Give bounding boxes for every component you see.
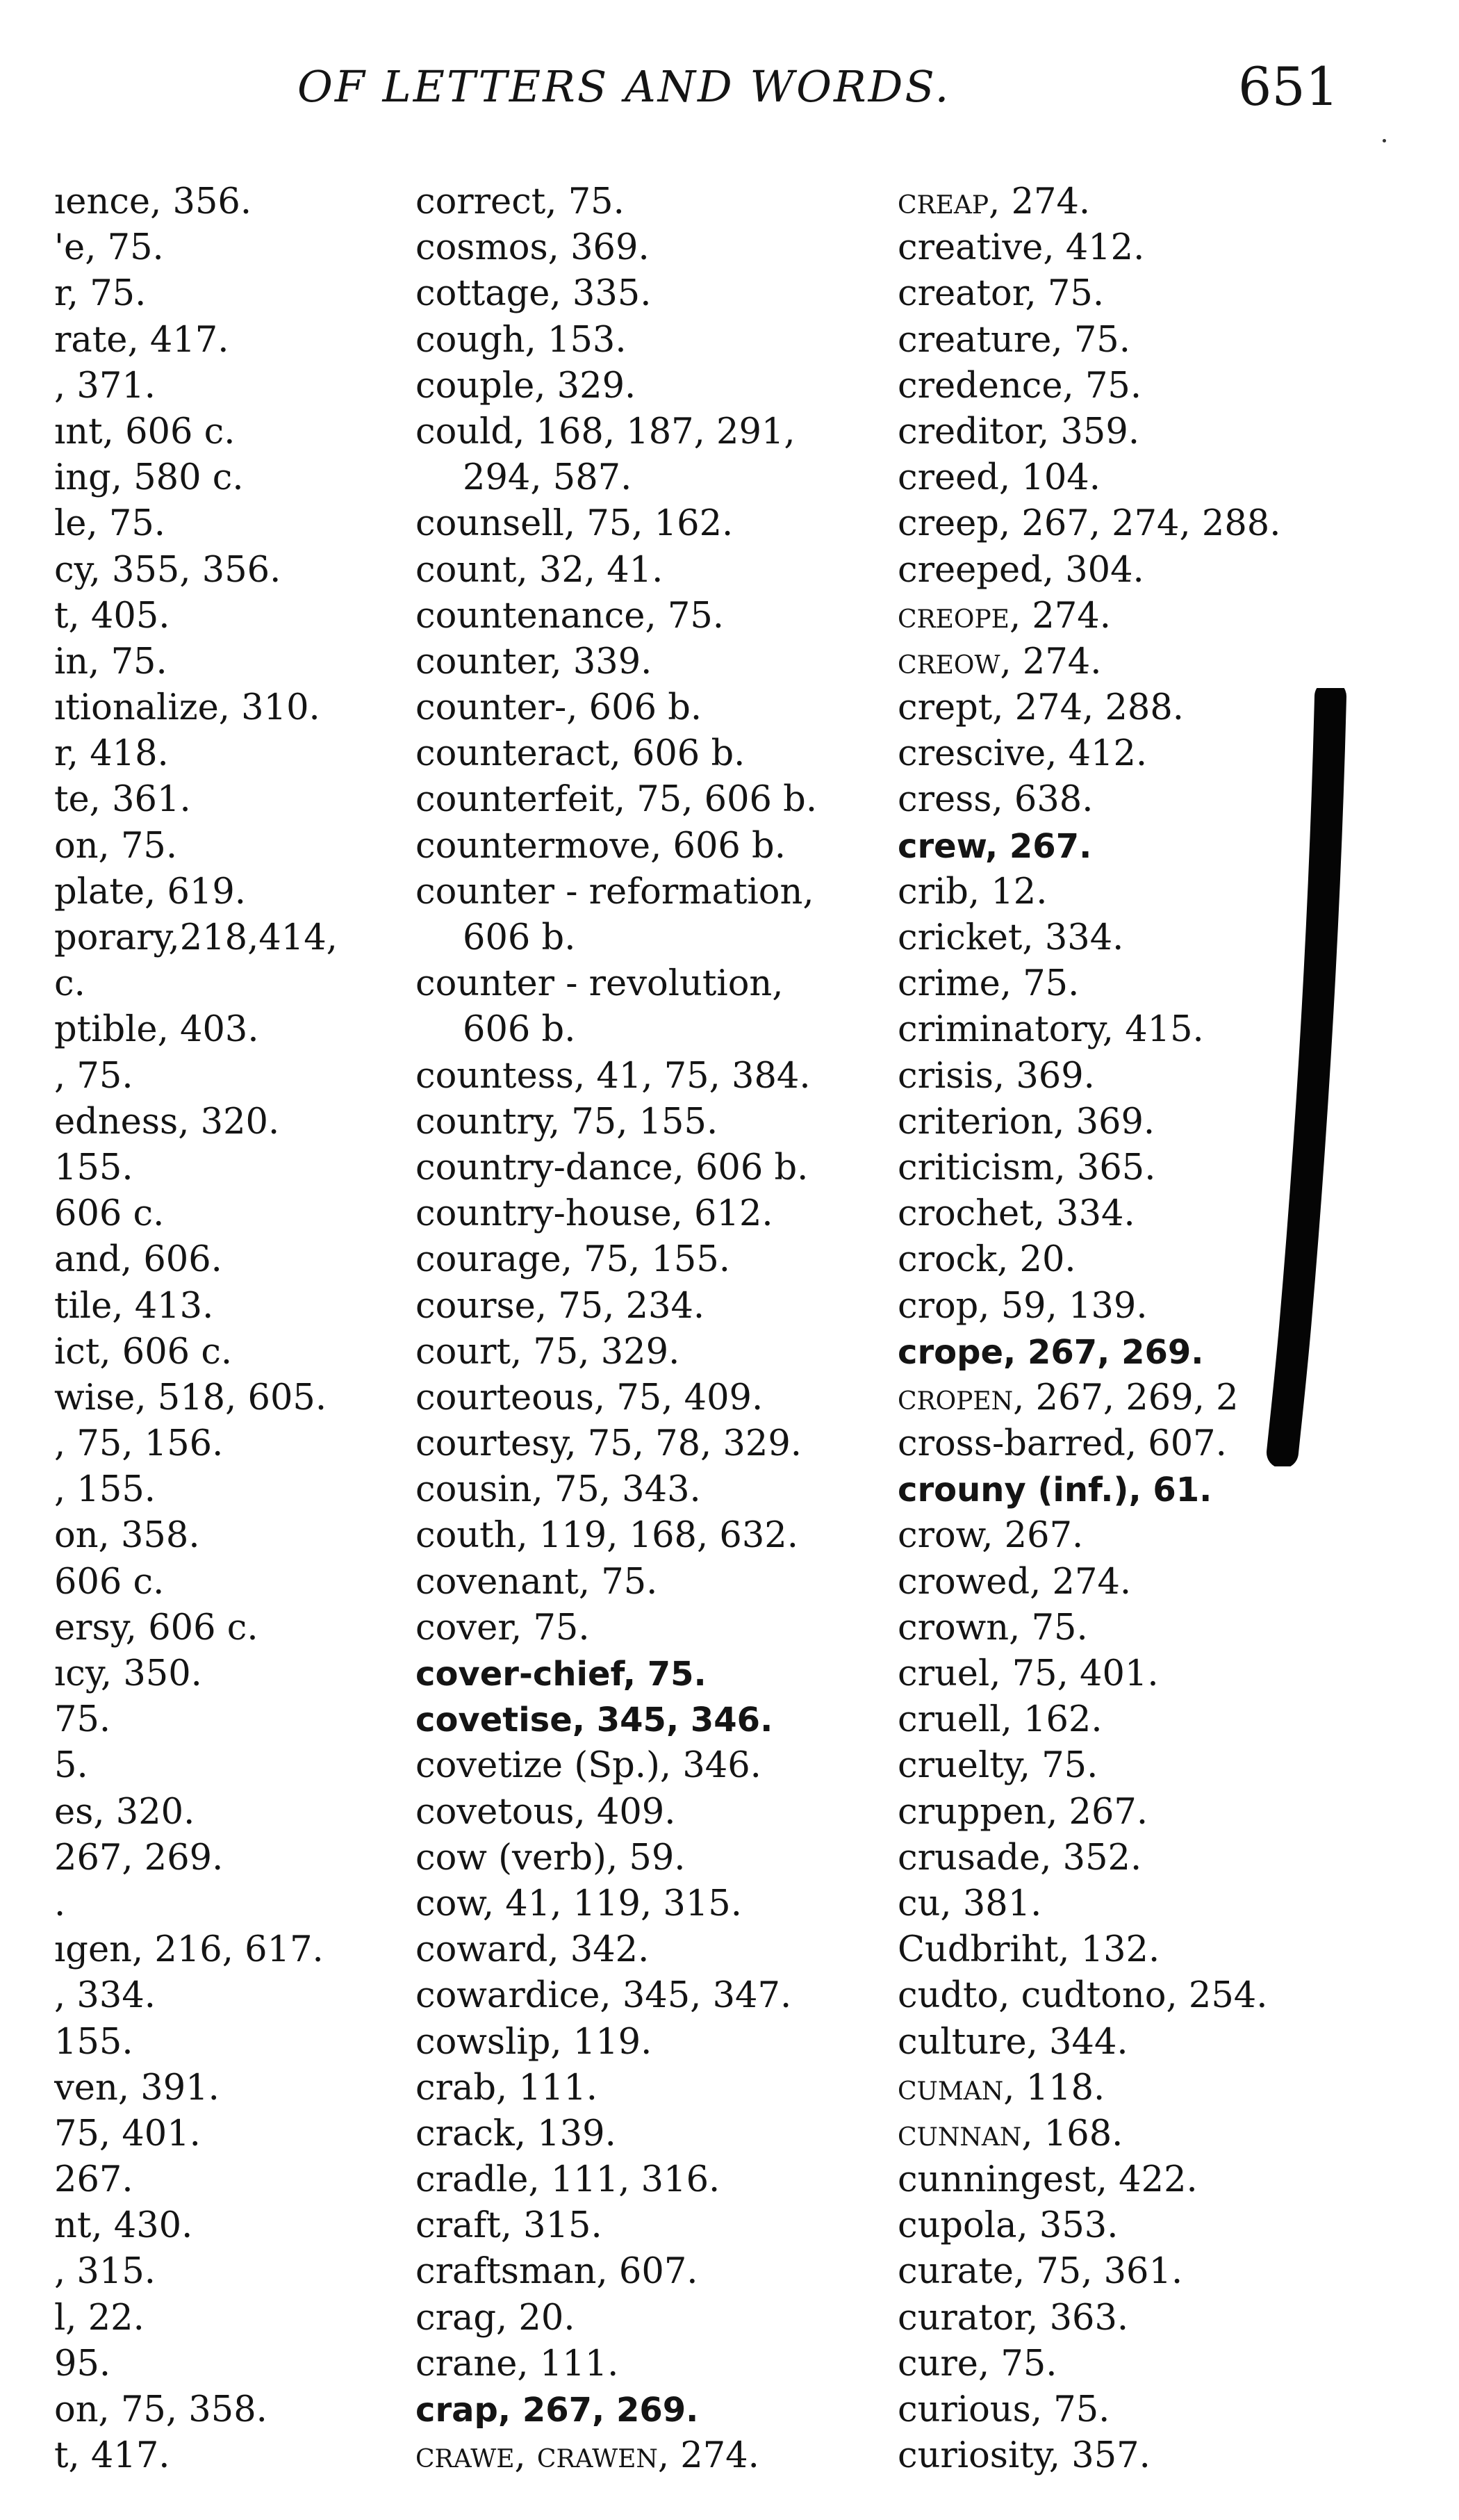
index-entry: countess, 41, 75, 384. xyxy=(415,1055,811,1097)
index-entry: creator, 75. xyxy=(898,273,1105,315)
ink-speck xyxy=(1383,139,1386,142)
index-entry: curator, 363. xyxy=(898,2297,1129,2339)
index-entry: on, 75. xyxy=(54,825,178,867)
index-entry: cowardice, 345, 347. xyxy=(415,1975,792,2017)
index-entry: ınt, 606 c. xyxy=(54,411,236,452)
index-entry: cy, 355, 356. xyxy=(54,549,281,591)
index-entry: crown, 75. xyxy=(898,1607,1088,1648)
index-entry: , 334. xyxy=(54,1975,156,2017)
index-entry: crock, 20. xyxy=(898,1239,1076,1281)
index-entry: ven, 391. xyxy=(54,2067,220,2109)
index-entry: 606 c. xyxy=(54,1193,165,1235)
index-entry: creative, 412. xyxy=(898,227,1145,269)
index-entry: 606 c. xyxy=(54,1561,165,1603)
index-entry: criterion, 369. xyxy=(898,1101,1155,1143)
index-entry: wise, 518, 605. xyxy=(54,1377,327,1418)
index-entry: le, 75. xyxy=(54,503,166,545)
index-entry: crescive, 412. xyxy=(898,733,1148,775)
index-entry: cure, 75. xyxy=(898,2343,1057,2384)
index-entry: cowslip, 119. xyxy=(415,2021,652,2063)
index-entry: crow, 267. xyxy=(898,1515,1084,1557)
index-entry: covetise, 345, 346. xyxy=(415,1701,773,1740)
index-entry: counter - revolution, xyxy=(415,963,784,1005)
index-entry: cupola, 353. xyxy=(898,2205,1119,2247)
index-entry: covenant, 75. xyxy=(415,1561,658,1603)
index-entry: crib, 12. xyxy=(898,871,1048,913)
index-entry: creap, 274. xyxy=(898,181,1091,222)
index-entry: r, 418. xyxy=(54,733,169,775)
index-column-2 xyxy=(415,179,860,2479)
index-entry: crept, 274, 288. xyxy=(898,687,1185,729)
index-entry: 'e, 75. xyxy=(54,227,164,269)
index-entry: crusade, 352. xyxy=(898,1837,1142,1879)
index-entry: edness, 320. xyxy=(54,1101,280,1143)
index-entry: creow, 274. xyxy=(898,641,1102,682)
index-entry: cover-chief, 75. xyxy=(415,1655,707,1694)
index-entry: crime, 75. xyxy=(898,963,1080,1005)
index-entry: counter - reformation, xyxy=(415,871,814,913)
index-entry: , 75. xyxy=(54,1055,133,1097)
index-entry: correct, 75. xyxy=(415,181,625,222)
index-entry: creep, 267, 274, 288. xyxy=(898,503,1281,545)
index-entry: cropen, 267, 269, 2 xyxy=(898,1377,1239,1418)
index-entry: . xyxy=(54,1883,66,1924)
index-entry: t, 417. xyxy=(54,2435,170,2477)
index-entry: creed, 104. xyxy=(898,457,1101,499)
index-entry: cress, 638. xyxy=(898,779,1094,821)
index-entry: creature, 75. xyxy=(898,319,1130,361)
index-entry: plate, 619. xyxy=(54,871,247,913)
index-entry: ict, 606 c. xyxy=(54,1331,233,1373)
index-entry: crack, 139. xyxy=(415,2113,616,2154)
index-entry: crop, 59, 139. xyxy=(898,1285,1148,1327)
index-entry: covetous, 409. xyxy=(415,1791,676,1833)
index-entry: cruel, 75, 401. xyxy=(898,1653,1159,1694)
index-entry: covetize (Sp.), 346. xyxy=(415,1745,761,1787)
page-header xyxy=(0,56,1459,124)
index-entry: crew, 267. xyxy=(898,826,1092,866)
index-entry: cover, 75. xyxy=(415,1607,590,1648)
running-title: OF LETTERS AND WORDS. xyxy=(297,61,951,112)
index-entry: on, 358. xyxy=(54,1515,200,1557)
index-entry: crope, 267, 269. xyxy=(898,1332,1204,1372)
index-entry: crouny (inf.), 61. xyxy=(898,1471,1212,1510)
index-entry: craft, 315. xyxy=(415,2205,602,2247)
index-entry: , 315. xyxy=(54,2251,156,2293)
index-entry: 95. xyxy=(54,2343,111,2384)
index-entry: crab, 111. xyxy=(415,2067,597,2109)
index-entry: coward, 342. xyxy=(415,1929,650,1971)
index-entry: tile, 413. xyxy=(54,1285,214,1327)
index-entry: cunnan, 168. xyxy=(898,2113,1123,2154)
index-entry: crag, 20. xyxy=(415,2297,575,2339)
index-entry: nt, 430. xyxy=(54,2205,193,2247)
index-entry: te, 361. xyxy=(54,779,191,821)
index-entry: country-dance, 606 b. xyxy=(415,1147,809,1188)
index-entry: cousin, 75, 343. xyxy=(415,1469,701,1511)
index-entry: 606 b. xyxy=(463,1009,576,1051)
index-entry: count, 32, 41. xyxy=(415,549,663,591)
index-entry: creope, 274. xyxy=(898,595,1111,637)
index-entry: , 155. xyxy=(54,1469,156,1511)
index-entry: 294, 587. xyxy=(463,457,632,499)
index-entry: cuman, 118. xyxy=(898,2067,1105,2109)
index-entry: cough, 153. xyxy=(415,319,627,361)
index-entry: counterfeit, 75, 606 b. xyxy=(415,779,818,821)
index-entry: creeped, 304. xyxy=(898,549,1144,591)
index-entry: crisis, 369. xyxy=(898,1055,1095,1097)
index-entry: criticism, 365. xyxy=(898,1147,1156,1188)
index-entry: 267. xyxy=(54,2159,133,2201)
index-entry: l, 22. xyxy=(54,2297,145,2339)
index-entry: craftsman, 607. xyxy=(415,2251,698,2293)
index-entry: cricket, 334. xyxy=(898,917,1124,958)
index-entry: country-house, 612. xyxy=(415,1193,773,1235)
index-entry: 606 b. xyxy=(463,917,576,958)
index-entry: and, 606. xyxy=(54,1239,222,1281)
index-entry: , 371. xyxy=(54,365,156,407)
index-entry: criminatory, 415. xyxy=(898,1009,1204,1051)
index-entry: courage, 75, 155. xyxy=(415,1239,731,1281)
index-entry: Cudbriht, 132. xyxy=(898,1929,1160,1971)
index-entry: cow (verb), 59. xyxy=(415,1837,686,1879)
index-entry: ıtionalize, 310. xyxy=(54,687,320,729)
index-entry: on, 75, 358. xyxy=(54,2389,267,2430)
index-entry: court, 75, 329. xyxy=(415,1331,680,1373)
index-entry: in, 75. xyxy=(54,641,167,682)
index-entry: cosmos, 369. xyxy=(415,227,650,269)
margin-ink-stroke xyxy=(1264,688,1348,1466)
index-entry: r, 75. xyxy=(54,273,147,315)
index-entry: counteract, 606 b. xyxy=(415,733,745,775)
index-column-1 xyxy=(54,179,346,2479)
index-entry: , 75, 156. xyxy=(54,1423,224,1465)
index-entry: porary,218,414, xyxy=(54,917,338,958)
index-entry: ptible, 403. xyxy=(54,1009,259,1051)
index-entry: cruelty, 75. xyxy=(898,1745,1098,1787)
index-entry: cross-barred, 607. xyxy=(898,1423,1227,1465)
index-entry: c. xyxy=(54,963,85,1005)
index-entry: curious, 75. xyxy=(898,2389,1110,2430)
index-entry: crochet, 334. xyxy=(898,1193,1135,1235)
index-entry: 75, 401. xyxy=(54,2113,201,2154)
index-entry: crap, 267, 269. xyxy=(415,2391,699,2430)
index-entry: crawe, crawen, 274. xyxy=(415,2435,759,2477)
index-entry: es, 320. xyxy=(54,1791,195,1833)
index-entry: 155. xyxy=(54,2021,133,2063)
page-number: 651 xyxy=(1238,56,1340,117)
index-entry: cottage, 335. xyxy=(415,273,652,315)
index-entry: cruell, 162. xyxy=(898,1699,1103,1741)
index-entry: 155. xyxy=(54,1147,133,1188)
index-entry: countermove, 606 b. xyxy=(415,825,786,867)
index-entry: countenance, 75. xyxy=(415,595,725,637)
index-entry: cruppen, 267. xyxy=(898,1791,1148,1833)
index-entry: cow, 41, 119, 315. xyxy=(415,1883,742,1924)
index-entry: ıence, 356. xyxy=(54,181,252,222)
index-entry: 5. xyxy=(54,1745,88,1787)
index-entry: ing, 580 c. xyxy=(54,457,244,499)
index-entry: credence, 75. xyxy=(898,365,1142,407)
index-entry: crane, 111. xyxy=(415,2343,619,2384)
index-entry: cradle, 111, 316. xyxy=(415,2159,720,2201)
index-entry: couth, 119, 168, 632. xyxy=(415,1515,798,1557)
index-entry: rate, 417. xyxy=(54,319,229,361)
index-entry: ıgen, 216, 617. xyxy=(54,1929,324,1971)
index-entry: cunningest, 422. xyxy=(898,2159,1198,2201)
index-entry: country, 75, 155. xyxy=(415,1101,718,1143)
index-entry: counter-, 606 b. xyxy=(415,687,702,729)
index-entry: t, 405. xyxy=(54,595,170,637)
index-entry: counter, 339. xyxy=(415,641,652,682)
index-entry: couple, 329. xyxy=(415,365,636,407)
index-entry: curate, 75, 361. xyxy=(898,2251,1183,2293)
index-entry: crowed, 274. xyxy=(898,1561,1132,1603)
index-entry: could, 168, 187, 291, xyxy=(415,411,796,452)
index-entry: 75. xyxy=(54,1699,111,1741)
index-entry: curiosity, 357. xyxy=(898,2435,1151,2477)
index-entry: cudto, cudtono, 254. xyxy=(898,1975,1268,2017)
index-entry: culture, 344. xyxy=(898,2021,1128,2063)
index-entry: creditor, 359. xyxy=(898,411,1140,452)
index-entry: courteous, 75, 409. xyxy=(415,1377,764,1418)
index-entry: counsell, 75, 162. xyxy=(415,503,734,545)
index-entry: cu, 381. xyxy=(898,1883,1042,1924)
index-entry: course, 75, 234. xyxy=(415,1285,705,1327)
index-entry: courtesy, 75, 78, 329. xyxy=(415,1423,802,1465)
index-entry: 267, 269. xyxy=(54,1837,224,1879)
index-entry: ıcy, 350. xyxy=(54,1653,202,1694)
index-entry: ersy, 606 c. xyxy=(54,1607,258,1648)
